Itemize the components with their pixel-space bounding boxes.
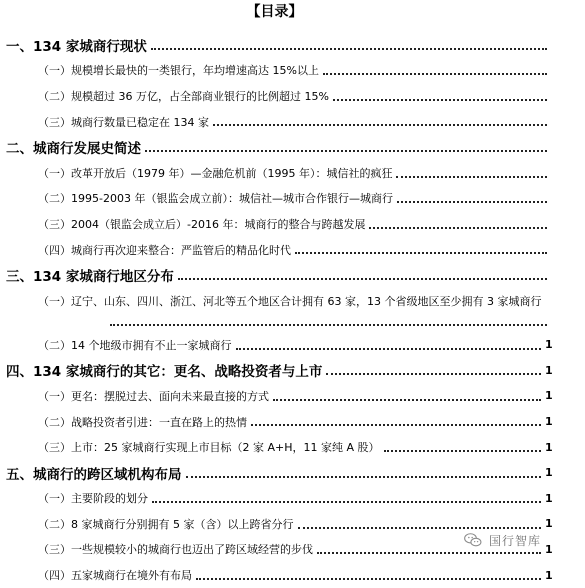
toc-entry-text: （一）主要阶段的划分 xyxy=(38,492,148,506)
document-title: 【目录】 xyxy=(246,4,303,20)
dot-leader xyxy=(295,252,547,254)
dot-leader xyxy=(110,324,547,326)
dot-leader xyxy=(151,48,547,50)
toc-subheading[interactable] xyxy=(0,288,549,332)
toc-entry-text: 二、城商行发展史简述 xyxy=(6,137,143,157)
toc-entry-text: 三、134 家城商行地区分布 xyxy=(6,265,176,285)
table-of-contents xyxy=(0,32,553,588)
toc-entry-text: （二）1995-2003 年（银监会成立前）：城信社—城市合作银行—城商行 xyxy=(38,192,393,206)
toc-entry-text: 四、134 家城商行的其它：更名、战略投资者与上市 xyxy=(6,360,324,380)
page-number: 1 xyxy=(545,389,553,403)
page-number: 1 xyxy=(545,542,553,556)
toc-subheading[interactable] xyxy=(0,486,553,512)
wechat-icon xyxy=(463,530,483,550)
toc-entry-text: （一）更名：摆脱过去、面向未来最直接的方式 xyxy=(38,389,269,403)
dot-leader xyxy=(397,201,547,203)
toc-subheading[interactable] xyxy=(0,434,553,460)
toc-heading[interactable] xyxy=(0,358,553,384)
toc-entry-text: （一）辽宁、山东、四川、浙江、河北等五个地区合计拥有 63 家，13 个省级地区至少拥有 3 家城商行 xyxy=(38,288,585,312)
toc-subheading[interactable] xyxy=(0,58,549,84)
page-number: 1 xyxy=(545,338,553,352)
dot-leader xyxy=(396,176,547,178)
dot-leader xyxy=(251,424,541,426)
toc-entry-text: （二）8 家城商行分别拥有 5 家（含）以上跨省分行 xyxy=(38,517,294,531)
dot-leader xyxy=(236,348,542,350)
dot-leader xyxy=(152,501,541,503)
toc-entry-text: （三）一些规模较小的城商行也迈出了跨区域经营的步伐 xyxy=(38,543,313,557)
page-number: 1 xyxy=(545,568,553,582)
toc-entry-text: 五、城商行的跨区域机构布局 xyxy=(6,463,184,483)
dot-leader xyxy=(196,578,541,580)
page-number: 1 xyxy=(545,517,553,531)
toc-subheading[interactable] xyxy=(0,186,549,212)
toc-heading[interactable] xyxy=(0,262,549,288)
dot-leader xyxy=(323,73,547,75)
toc-heading[interactable] xyxy=(0,32,549,58)
dot-leader xyxy=(298,527,542,529)
page-number: 1 xyxy=(545,466,553,480)
toc-entry-text: （二）战略投资者引进：一直在路上的热情 xyxy=(38,415,247,429)
toc-entry-text: （二）规模超过 36 万亿，占全部商业银行的比例超过 15% xyxy=(38,89,329,103)
dot-leader xyxy=(326,373,541,375)
dot-leader xyxy=(369,227,547,229)
toc-heading[interactable] xyxy=(0,134,549,160)
toc-entry-text: （三）上市：25 家城商行实现上市目标（2 家 A+H，11 家纯 A 股） xyxy=(38,441,380,455)
toc-entry-text: （三）2004（银监会成立后）-2016 年：城商行的整合与跨越发展 xyxy=(38,217,366,231)
toc-subheading[interactable] xyxy=(0,109,549,135)
dot-leader xyxy=(186,476,542,478)
page-number: 1 xyxy=(545,491,553,505)
watermark-text: 国行智库 xyxy=(488,533,541,548)
dot-leader xyxy=(145,150,547,152)
dot-leader xyxy=(384,450,541,452)
toc-subheading[interactable] xyxy=(0,211,549,237)
toc-subheading[interactable] xyxy=(0,237,549,263)
dot-leader xyxy=(273,399,541,401)
toc-subheading[interactable] xyxy=(0,409,553,435)
toc-entry-text: （三）城商行数量已稳定在 134 家 xyxy=(38,115,209,129)
toc-entry-text: （二）14 个地级市拥有不止一家城商行 xyxy=(38,338,232,352)
toc-entry-text: （四）城商行再次迎来整合：严监管后的精品化时代 xyxy=(38,243,291,257)
toc-entry-text: （一）规模增长最快的一类银行，年均增速高达 15%以上 xyxy=(38,64,319,78)
toc-subheading[interactable] xyxy=(0,83,549,109)
dot-leader xyxy=(333,99,547,101)
toc-subheading[interactable] xyxy=(0,383,553,409)
watermark xyxy=(463,530,541,550)
page-number: 1 xyxy=(545,363,553,377)
dot-leader xyxy=(213,124,547,126)
dot-leader xyxy=(178,278,547,280)
toc-entry-text: 一、134 家城商行现状 xyxy=(6,35,149,55)
toc-subheading[interactable] xyxy=(0,160,549,186)
toc-subheading[interactable] xyxy=(0,562,553,588)
toc-heading[interactable] xyxy=(0,460,553,486)
toc-entry-text: （一）改革开放后（1979 年）—金融危机前（1995 年）：城信社的疯狂 xyxy=(38,166,393,180)
dot-leader xyxy=(317,552,541,554)
toc-subheading[interactable] xyxy=(0,332,553,358)
page-number: 1 xyxy=(545,440,553,454)
page-number: 1 xyxy=(545,415,553,429)
toc-entry-text: （四）五家城商行在境外有布局 xyxy=(38,569,192,583)
